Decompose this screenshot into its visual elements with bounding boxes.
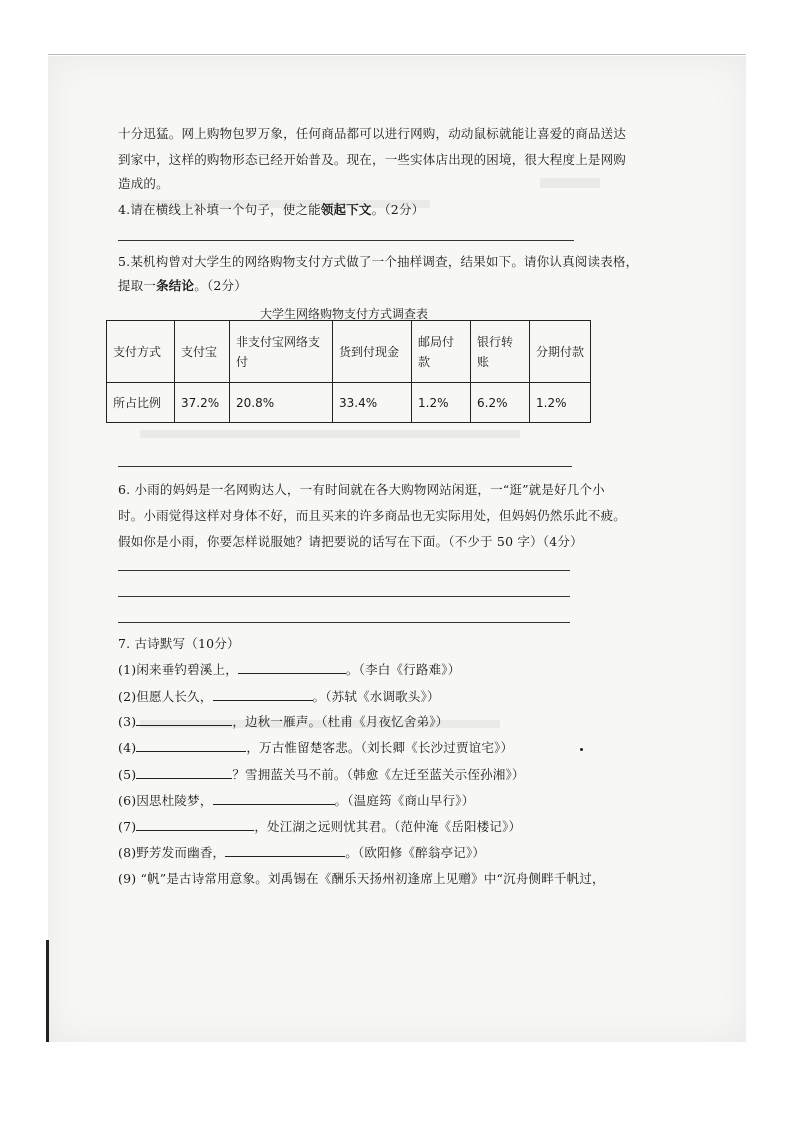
poem-item-number: (4) — [118, 740, 137, 755]
table-title: 大学生网络购物支付方式调查表 — [260, 307, 429, 321]
question-5-line-1: 5.某机构曾对大学生的网络购物支付方式做了一个抽样调查，结果如下。请你认真阅读表格， — [118, 254, 639, 269]
payment-survey-table — [106, 320, 591, 423]
poem-item-suffix: 。（苏轼《水调歌头》） — [312, 689, 440, 704]
poem-item-prefix: 但愿人长久， — [136, 689, 213, 704]
table-header-cell: 邮局付款 — [412, 321, 471, 383]
poem-blank-2[interactable] — [213, 688, 313, 701]
question-6-line-3: 假如你是小雨，你要怎样说服她？请把要说的话写在下面。（不少于 50 字）（4分） — [118, 534, 583, 549]
question-4-prefix: 4.请在横线上补填一个句子，使之能 — [118, 202, 321, 217]
table-data-cell: 20.8% — [230, 383, 333, 423]
poem-item-2 — [118, 687, 440, 705]
poem-blank-6[interactable] — [213, 792, 335, 805]
poem-item-3 — [118, 712, 448, 730]
table-header-cell: 货到付现金 — [333, 321, 412, 383]
answer-line-q6-3[interactable] — [118, 622, 570, 623]
poem-item-number: (3) — [118, 714, 137, 729]
question-4-suffix: 。（2分） — [371, 202, 425, 217]
poem-item-7 — [118, 817, 521, 835]
poem-item-prefix: 野芳发而幽香， — [136, 845, 226, 860]
table-data-row — [107, 383, 591, 423]
table-data-cell: 6.2% — [471, 383, 530, 423]
question-7-title: 7. 古诗默写（10分） — [118, 636, 240, 651]
poem-blank-7[interactable] — [136, 818, 254, 831]
poem-item-number: (6) — [118, 793, 137, 808]
passage-line-2: 到家中，这样的购物形态已经开始普及。现在，一些实体店出现的困境，很大程度上是网购 — [118, 152, 627, 167]
poem-item-suffix: 。（李白《行路难》） — [345, 662, 461, 677]
poem-item-suffix: 。（温庭筠《商山早行》） — [334, 793, 475, 808]
poem-item-suffix: ，处江湖之远则忧其君。（范仲淹《岳阳楼记》） — [254, 819, 522, 834]
table-data-cell: 33.4% — [333, 383, 412, 423]
poem-item-suffix: ？雪拥蓝关马不前。（韩愈《左迁至蓝关示侄孙湘》） — [232, 767, 525, 782]
poem-item-suffix: ，万古惟留楚客悲。（刘长卿《长沙过贾谊宅》） — [246, 740, 514, 755]
table-header-cell: 支付方式 — [107, 321, 175, 383]
question-5-line-2 — [118, 276, 247, 294]
poem-blank-4[interactable] — [136, 739, 246, 752]
poem-item-suffix: ，边秋一雁声。（杜甫《月夜忆舍弟》） — [232, 714, 449, 729]
poem-item-number: (2) — [118, 689, 137, 704]
poem-item-number: (8) — [118, 845, 137, 860]
poem-item-4 — [118, 738, 513, 756]
table-header-cell: 支付宝 — [175, 321, 230, 383]
passage-line-3: 造成的。 — [118, 176, 169, 191]
question-5-emphasis: 条结论 — [156, 278, 195, 293]
poem-item-suffix: 。（欧阳修《醉翁亭记》） — [345, 845, 486, 860]
poem-item-prefix: 因思杜陵梦， — [136, 793, 213, 808]
poem-blank-3[interactable] — [136, 713, 232, 726]
poem-item-number: (5) — [118, 767, 137, 782]
table-data-cell: 所占比例 — [107, 383, 175, 423]
question-6-line-2: 时。小雨觉得这样对身体不好，而且买来的许多商品也无实际用处，但妈妈仍然乐此不疲。 — [118, 508, 627, 523]
poem-item-number: (7) — [118, 819, 137, 834]
poem-blank-1[interactable] — [238, 661, 346, 674]
poem-item-number: (1) — [118, 662, 137, 677]
poem-item-9: (9) “帆”是古诗常用意象。刘禹锡在《酬乐天扬州初逢席上见赠》中“沉舟侧畔千帆过， — [118, 871, 605, 886]
question-4-emphasis: 领起下文 — [320, 202, 372, 217]
poem-item-prefix: 闲来垂钓碧溪上， — [136, 662, 238, 677]
answer-line-q6-2[interactable] — [118, 596, 570, 597]
question-6-line-1: 6. 小雨的妈妈是一名网购达人，一有时间就在各大购物网站闲逛，一“逛”就是好几个小 — [118, 482, 605, 497]
question-4 — [118, 200, 424, 218]
table-data-cell: 1.2% — [530, 383, 591, 423]
table-header-cell: 非支付宝网络支付 — [230, 321, 333, 383]
table-header-row — [107, 321, 591, 383]
poem-blank-5[interactable] — [136, 766, 232, 779]
answer-line-q6-1[interactable] — [118, 570, 570, 571]
passage-line-1: 十分迅猛。网上购物包罗万象，任何商品都可以进行网购，动动鼠标就能让喜爱的商品送达 — [118, 126, 627, 141]
table-header-cell: 分期付款 — [530, 321, 591, 383]
table-data-cell: 37.2% — [175, 383, 230, 423]
poem-item-6 — [118, 791, 474, 809]
poem-item-5 — [118, 765, 525, 783]
poem-blank-8[interactable] — [225, 844, 345, 857]
poem-item-1 — [118, 660, 460, 678]
answer-line-q5[interactable] — [118, 466, 572, 467]
question-5-suffix: 。（2分） — [194, 278, 247, 293]
table-data-cell: 1.2% — [412, 383, 471, 423]
question-5-prefix: 提取一 — [118, 278, 157, 293]
poem-item-8 — [118, 843, 485, 861]
answer-line-q4[interactable] — [118, 240, 574, 241]
table-header-cell: 银行转账 — [471, 321, 530, 383]
scan-speck — [580, 748, 583, 751]
